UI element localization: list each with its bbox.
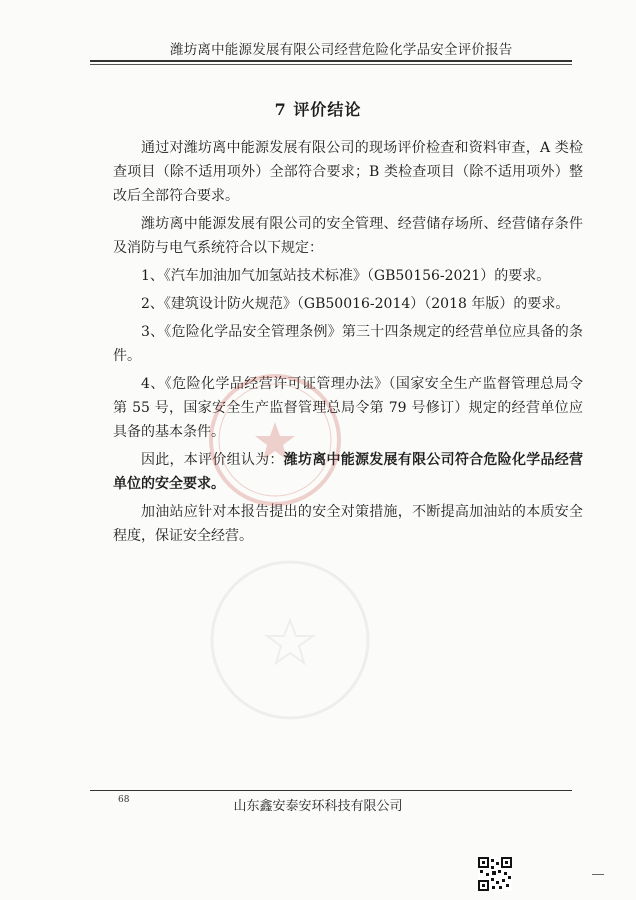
paragraph-inspection-result: 通过对潍坊离中能源发展有限公司的现场评价检查和资料审查，A 类检查项目（除不适用项外）全部符合要求；B 类检查项目（除不适用项外）整改后全部符合要求。 <box>113 140 583 204</box>
paragraph-standard-2: 2、《建筑设计防火规范》（GB50016-2014）（2018 年版）的要求。 <box>141 296 570 312</box>
paragraph-conclusion <box>113 448 583 496</box>
paragraph-recommendation: 加油站应针对本报告提出的安全对策措施，不断提高加油站的本质安全程度，保证安全经营。 <box>113 504 583 544</box>
faint-seal-impression <box>205 555 375 725</box>
conclusion-lead: 因此，本评价组认为： <box>141 452 284 468</box>
header-rule-thick <box>90 60 572 62</box>
header-rule-thin <box>90 64 572 65</box>
section-title: 7 评价结论 <box>274 100 362 119</box>
paragraph-standard-3: 3、《危险化学品安全管理条例》第三十四条规定的经营单位应具备的条件。 <box>113 324 583 364</box>
conclusion-body <box>113 136 583 552</box>
page-number: 68 <box>118 795 130 805</box>
footer-rule <box>90 790 572 791</box>
report-header-title: 潍坊离中能源发展有限公司经营危险化学品安全评价报告 <box>170 42 513 58</box>
footer-company-name: 山东鑫安泰安环科技有限公司 <box>233 799 403 814</box>
paragraph-standard-1: 1、《汽车加油加气加氢站技术标准》（GB50156-2021）的要求。 <box>141 268 551 284</box>
corner-mark <box>592 874 604 875</box>
paragraph-compliance-intro: 潍坊离中能源发展有限公司的安全管理、经营储存场所、经营储存条件及消防与电气系统符合以下规定： <box>113 216 583 256</box>
qr-code-icon <box>478 857 512 891</box>
conclusion-statement: 潍坊离中能源发展有限公司符合危险化学品经营单位的安全要求。 <box>113 452 584 492</box>
paragraph-standard-4: 4、《危险化学品经营许可证管理办法》（国家安全生产监督管理总局令第 55 号，国家安全生产监督管理总局令第 79 号修订）规定的经营单位应具备的基本条件。 <box>113 376 583 440</box>
